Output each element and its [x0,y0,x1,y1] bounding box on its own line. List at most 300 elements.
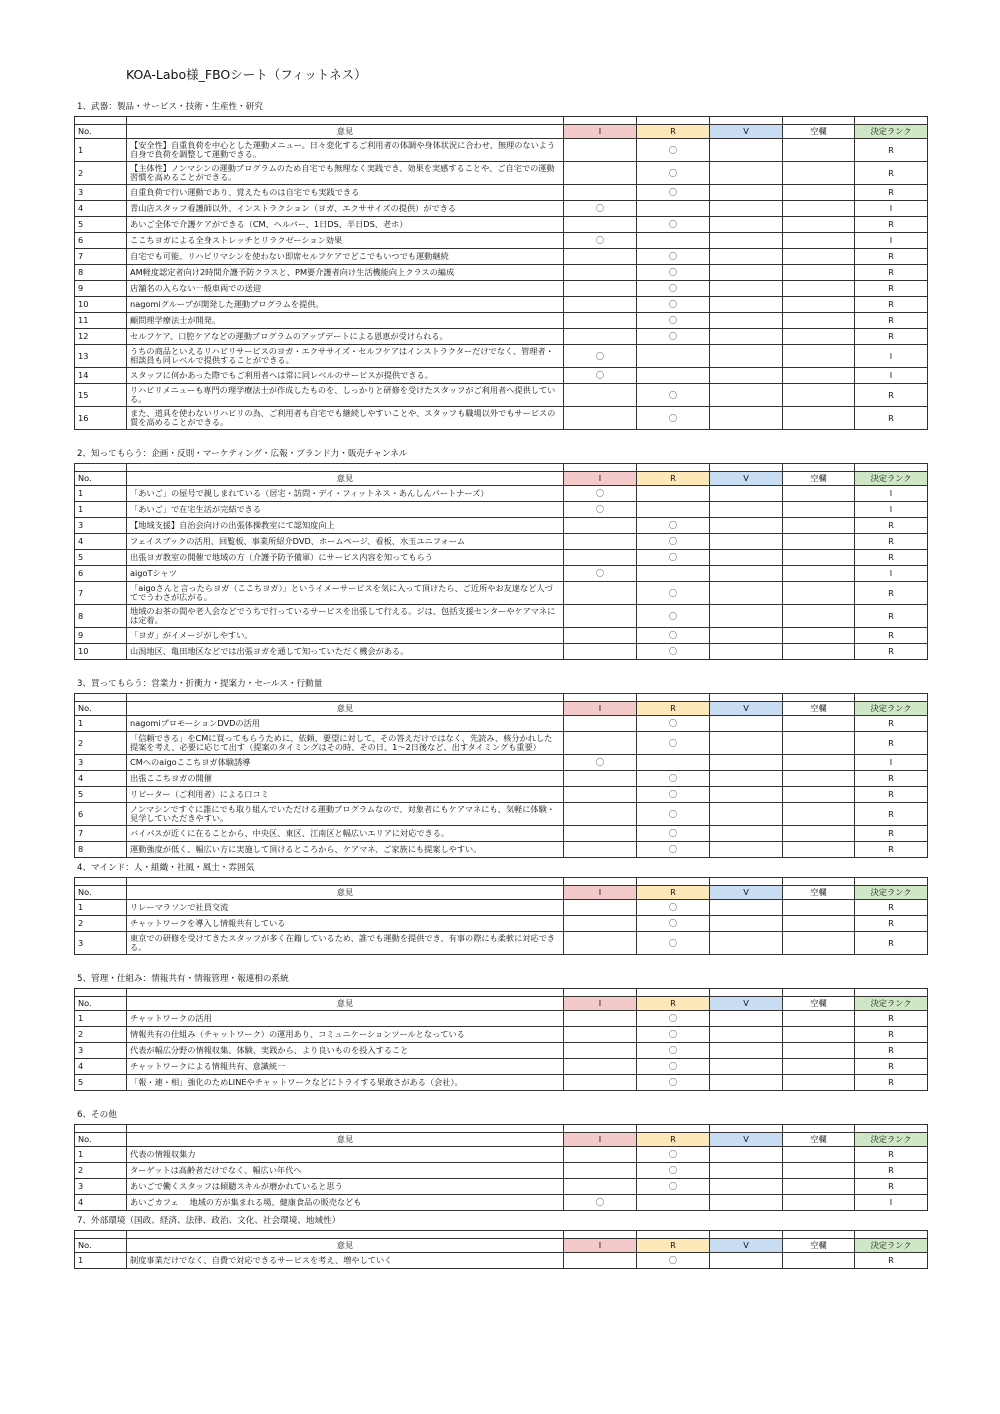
row-rank: I [855,201,928,217]
row-opinion: バイパスが近くに在ることから、中央区、東区、江南区と幅広いエリアに対応できる。 [127,826,564,842]
blank-row [75,694,928,702]
section-5 [74,971,927,1107]
row-i-mark: 〇 [564,1195,637,1211]
row-i-mark [564,1059,637,1075]
row-r-mark: 〇 [637,644,710,660]
header-r: R [637,886,710,900]
header-row [75,997,928,1011]
header-no: No. [75,1239,127,1253]
row-v [710,297,783,313]
row-blank [783,628,855,644]
row-r-mark: 〇 [637,313,710,329]
row-r-mark: 〇 [637,732,710,755]
row-r-mark: 〇 [637,803,710,826]
row-opinion: あいごで働くスタッフは傾聴スキルが磨かれていると思う [127,1179,564,1195]
row-r-mark: 〇 [637,162,710,185]
row-v [710,916,783,932]
row-rank: R [855,1027,928,1043]
table-row [75,716,928,732]
row-r-mark: 〇 [637,281,710,297]
row-v [710,1043,783,1059]
row-no: 8 [75,605,127,628]
row-v [710,139,783,162]
row-v [710,534,783,550]
row-r-mark: 〇 [637,1075,710,1091]
header-i: I [564,1239,637,1253]
header-no: No. [75,125,127,139]
section-gap [74,955,927,971]
table-row [75,345,928,368]
row-i-mark [564,297,637,313]
row-i-mark [564,185,637,201]
row-blank [783,1253,855,1269]
section-2 [74,446,927,676]
row-no: 1 [75,1147,127,1163]
header-v: V [710,472,783,486]
table-row [75,566,928,582]
table-row [75,550,928,566]
row-v [710,1163,783,1179]
row-blank [783,932,855,955]
row-opinion: 制度事業だけでなく、自費で対応できるサービスを考え、増やしていく [127,1253,564,1269]
row-blank [783,345,855,368]
row-rank: R [855,384,928,407]
table-row [75,249,928,265]
row-v [710,932,783,955]
row-r-mark: 〇 [637,582,710,605]
row-blank [783,486,855,502]
table-row [75,582,928,605]
table-row [75,755,928,771]
row-opinion: リハビリメニューも専門の理学療法士が作成したものを、しっかりと研修を受けたスタッフがご利用者へ提供している。 [127,384,564,407]
table-row [75,297,928,313]
row-blank [783,1075,855,1091]
row-v [710,900,783,916]
row-blank [783,842,855,858]
row-no: 1 [75,716,127,732]
row-r-mark: 〇 [637,826,710,842]
row-i-mark: 〇 [564,502,637,518]
row-no: 3 [75,1043,127,1059]
row-opinion: チャットワークを導入し情報共有している [127,916,564,932]
table-row [75,281,928,297]
header-blank: 空欄 [783,1133,855,1147]
row-opinion: また、道具を使わないリハビリの為、ご利用者も自宅でも継続しやすいことや、スタッフも職場以外でもサービスの質を高めることができる。 [127,407,564,430]
row-v [710,787,783,803]
header-row [75,1239,928,1253]
section-title: 7、外部環境（国政、経済、法律、政治、文化、社会環境、地域性） [77,1216,341,1226]
row-blank [783,297,855,313]
row-no: 7 [75,249,127,265]
header-opinion: 意見 [127,472,564,486]
table-row [75,534,928,550]
row-rank: I [855,368,928,384]
row-r-mark: 〇 [637,842,710,858]
row-blank [783,1043,855,1059]
row-no: 10 [75,644,127,660]
table-row [75,1195,928,1211]
row-v [710,162,783,185]
row-i-mark [564,1027,637,1043]
table-row [75,900,928,916]
row-no: 7 [75,582,127,605]
row-v [710,1011,783,1027]
row-no: 3 [75,755,127,771]
row-i-mark [564,217,637,233]
header-v: V [710,702,783,716]
row-i-mark [564,842,637,858]
row-i-mark [564,582,637,605]
row-opinion: 出張ここちヨガの開催 [127,771,564,787]
row-v [710,1179,783,1195]
row-rank: R [855,1011,928,1027]
header-i: I [564,702,637,716]
header-r: R [637,472,710,486]
row-no: 3 [75,185,127,201]
row-i-mark [564,329,637,345]
row-no: 1 [75,1253,127,1269]
row-no: 3 [75,1179,127,1195]
row-v [710,345,783,368]
row-i-mark [564,407,637,430]
row-no: 1 [75,139,127,162]
row-v [710,502,783,518]
row-r-mark: 〇 [637,550,710,566]
row-v [710,605,783,628]
blank-row [75,878,928,886]
section-gap [74,660,927,676]
row-rank: R [855,826,928,842]
row-i-mark [564,313,637,329]
row-blank [783,313,855,329]
table-row [75,1075,928,1091]
row-i-mark: 〇 [564,368,637,384]
header-opinion: 意見 [127,1239,564,1253]
table-row [75,732,928,755]
section-gap [74,1091,927,1107]
row-no: 6 [75,803,127,826]
table-row [75,1253,928,1269]
row-blank [783,281,855,297]
header-opinion: 意見 [127,125,564,139]
row-v [710,313,783,329]
row-opinion: あいごカフェ 地域の方が集まれる場、健康食品の販売なども [127,1195,564,1211]
row-i-mark [564,518,637,534]
row-r-mark [637,566,710,582]
row-rank: I [855,566,928,582]
row-rank: R [855,249,928,265]
section-1 [74,99,927,446]
row-no: 8 [75,842,127,858]
row-rank: R [855,1059,928,1075]
row-i-mark [564,826,637,842]
row-v [710,518,783,534]
section-title: 5、管理・仕組み：情報共有・情報管理・報連相の系統 [77,974,289,984]
row-blank [783,518,855,534]
table-row [75,265,928,281]
row-rank: R [855,407,928,430]
header-blank: 空欄 [783,472,855,486]
section-title: 3、買ってもらう：営業力・折衝力・提案力・セールス・行動量 [77,679,323,689]
row-v [710,803,783,826]
row-i-mark [564,550,637,566]
row-no: 9 [75,281,127,297]
row-v [710,1075,783,1091]
row-rank: R [855,771,928,787]
row-v [710,732,783,755]
row-no: 13 [75,345,127,368]
row-rank: R [855,1075,928,1091]
row-rank: R [855,534,928,550]
row-no: 4 [75,1059,127,1075]
row-blank [783,732,855,755]
section-gap [74,430,927,446]
section-title: 2、知ってもらう：企画・反則・マーケティング・広報・ブランド力・販売チャンネル [77,449,408,459]
section-title: 6、その他 [77,1110,117,1120]
row-rank: R [855,582,928,605]
row-v [710,185,783,201]
row-i-mark [564,1011,637,1027]
row-blank [783,1195,855,1211]
header-rank: 決定ランク [855,702,928,716]
table-row [75,644,928,660]
row-rank: R [855,1179,928,1195]
row-no: 11 [75,313,127,329]
row-opinion: チャットワークによる情報共有、意識統一 [127,1059,564,1075]
row-i-mark: 〇 [564,201,637,217]
table-row [75,771,928,787]
row-blank [783,550,855,566]
row-opinion: 情報共有の仕組み（チャットワーク）の運用あり、コミュニケーションツールとなっている [127,1027,564,1043]
row-r-mark: 〇 [637,139,710,162]
row-blank [783,644,855,660]
row-rank: R [855,1253,928,1269]
row-r-mark: 〇 [637,900,710,916]
row-opinion: 「あいご」の屋号で親しまれている（居宅・訪問・デイ・フィットネス・あんしんパートナーズ） [127,486,564,502]
row-r-mark: 〇 [637,1027,710,1043]
row-r-mark: 〇 [637,787,710,803]
table-row [75,486,928,502]
row-no: 9 [75,628,127,644]
row-blank [783,566,855,582]
row-opinion: 「あいご」で在宅生活が完結できる [127,502,564,518]
row-no: 4 [75,1195,127,1211]
row-opinion: 【主体性】ノンマシンの運動プログラムのため自宅でも無理なく実践でき、効果を実感することや、ご自宅での運動習慣を高めることができる。 [127,162,564,185]
row-v [710,329,783,345]
header-i: I [564,125,637,139]
row-blank [783,162,855,185]
row-no: 8 [75,265,127,281]
row-opinion: 「aigoさんと言ったらヨガ（ここちヨガ）」というイメーサービスを気に入って頂けたら、ご近所やお友達など人づてでうわさが広がる。 [127,582,564,605]
header-r: R [637,1133,710,1147]
row-no: 1 [75,486,127,502]
table-row [75,139,928,162]
row-rank: I [855,502,928,518]
row-i-mark [564,716,637,732]
row-i-mark [564,1043,637,1059]
row-r-mark [637,368,710,384]
section-table [74,463,928,660]
row-v [710,826,783,842]
row-i-mark [564,900,637,916]
header-rank: 決定ランク [855,1239,928,1253]
header-opinion: 意見 [127,886,564,900]
row-blank [783,1147,855,1163]
header-r: R [637,1239,710,1253]
row-i-mark [564,534,637,550]
row-no: 14 [75,368,127,384]
row-i-mark [564,732,637,755]
row-opinion: 青山店スタッフ看護師以外、インストラクション（ヨガ、エクササイズの提供）ができる [127,201,564,217]
row-i-mark [564,384,637,407]
row-no: 4 [75,201,127,217]
row-opinion: ノンマシンですぐに誰にでも取り組んでいただける運動プログラムなので、対象者にもケアマネにも、気軽に体験・見学していただきやすい。 [127,803,564,826]
blank-row [75,989,928,997]
row-i-mark [564,628,637,644]
table-row [75,1027,928,1043]
row-i-mark [564,265,637,281]
row-no: 2 [75,162,127,185]
row-r-mark: 〇 [637,605,710,628]
row-i-mark [564,162,637,185]
row-v [710,368,783,384]
row-rank: R [855,605,928,628]
header-no: No. [75,1133,127,1147]
section-4 [74,860,927,971]
row-rank: R [855,628,928,644]
table-row [75,162,928,185]
section-7 [74,1213,927,1269]
row-rank: I [855,345,928,368]
row-blank [783,407,855,430]
row-blank [783,1179,855,1195]
header-blank: 空欄 [783,125,855,139]
row-v [710,1027,783,1043]
row-opinion: チャットワークの活用 [127,1011,564,1027]
header-no: No. [75,997,127,1011]
title-row [74,62,927,84]
row-r-mark: 〇 [637,217,710,233]
row-no: 10 [75,297,127,313]
row-opinion: AM軽度認定者向け2時間介護予防クラスと、PM要介護者向け生活機能向上クラスの編成 [127,265,564,281]
row-rank: R [855,803,928,826]
row-opinion: 代表が幅広分野の情報収集、体験、実践から、より良いものを投入すること [127,1043,564,1059]
table-row [75,233,928,249]
row-v [710,628,783,644]
row-v [710,1147,783,1163]
row-no: 1 [75,1011,127,1027]
table-row [75,803,928,826]
row-no: 2 [75,732,127,755]
row-no: 7 [75,826,127,842]
row-i-mark [564,932,637,955]
row-i-mark [564,249,637,265]
row-blank [783,217,855,233]
row-rank: R [855,185,928,201]
row-opinion: 自重負荷で行い運動であり、覚えたものは自宅でも実践できる [127,185,564,201]
row-opinion: ここちヨガによる全身ストレッチとリラクゼーション効果 [127,233,564,249]
row-i-mark [564,1147,637,1163]
row-rank: I [855,486,928,502]
table-row [75,1043,928,1059]
row-v [710,217,783,233]
row-v [710,201,783,217]
table-row [75,605,928,628]
row-blank [783,1059,855,1075]
row-blank [783,265,855,281]
table-row [75,518,928,534]
row-opinion: aigoTシャツ [127,566,564,582]
row-blank [783,329,855,345]
row-blank [783,900,855,916]
header-v: V [710,997,783,1011]
row-no: 15 [75,384,127,407]
row-r-mark: 〇 [637,1011,710,1027]
header-r: R [637,702,710,716]
header-i: I [564,1133,637,1147]
row-opinion: 東京での研修を受けてきたスタッフが多く在籍しているため、誰でも運動を提供でき、有事の際にも柔軟に対応できる。 [127,932,564,955]
row-opinion: 地域のお茶の間や老人会などでうちで行っているサービスを出張して行える。ジは、包括支援センターやケアマネには定着。 [127,605,564,628]
row-r-mark [637,345,710,368]
row-i-mark: 〇 [564,345,637,368]
table-row [75,329,928,345]
header-v: V [710,125,783,139]
row-v [710,1195,783,1211]
row-opinion: セルフケア、口腔ケアなどの運動プログラムのアップデートによる恩恵が受けられる。 [127,329,564,345]
row-opinion: 出張ヨガ教室の開催で地域の方（介護予防予備軍）にサービス内容を知ってもらう [127,550,564,566]
row-no: 5 [75,550,127,566]
row-no: 2 [75,916,127,932]
row-i-mark [564,771,637,787]
header-blank: 空欄 [783,997,855,1011]
row-no: 5 [75,1075,127,1091]
header-rank: 決定ランク [855,125,928,139]
row-opinion: 運動強度が低く、幅広い方に実施して頂けるところから、ケアマネ、ご家族にも提案しやすい。 [127,842,564,858]
row-opinion: 「信頼できる」をCMに買ってもらうために、依頼、要望に対して、その答えだけではなく、先読み、核分かれした提案を考え、必要に応じて出す（提案のタイミングはその時、その日、1～2日後など、出すタイミングも重要） [127,732,564,755]
row-no: 4 [75,534,127,550]
fbo-sheet [74,62,927,1269]
row-rank: I [855,755,928,771]
row-r-mark: 〇 [637,1179,710,1195]
row-rank: R [855,716,928,732]
table-row [75,217,928,233]
table-row [75,932,928,955]
row-blank [783,1027,855,1043]
table-row [75,1147,928,1163]
row-v [710,265,783,281]
row-no: 5 [75,217,127,233]
section-title: 1、武器：製品・サービス・技術・生産性・研究 [77,102,263,112]
row-rank: R [855,162,928,185]
row-no: 2 [75,1027,127,1043]
header-blank: 空欄 [783,1239,855,1253]
row-opinion: 代表の情報収集力 [127,1147,564,1163]
row-opinion: 自宅でも可能、リハビリマシンを使わない即席セルフケアでどこでもいつでも運動継続 [127,249,564,265]
section-table [74,1230,928,1269]
row-rank: R [855,265,928,281]
header-row [75,472,928,486]
table-row [75,502,928,518]
row-r-mark: 〇 [637,534,710,550]
row-r-mark: 〇 [637,1147,710,1163]
row-blank [783,139,855,162]
row-blank [783,249,855,265]
row-r-mark: 〇 [637,518,710,534]
table-row [75,1011,928,1027]
row-v [710,582,783,605]
row-rank: R [855,787,928,803]
row-opinion: 山潟地区、亀田地区などでは出張ヨガを通して知っていただく機会がある。 [127,644,564,660]
